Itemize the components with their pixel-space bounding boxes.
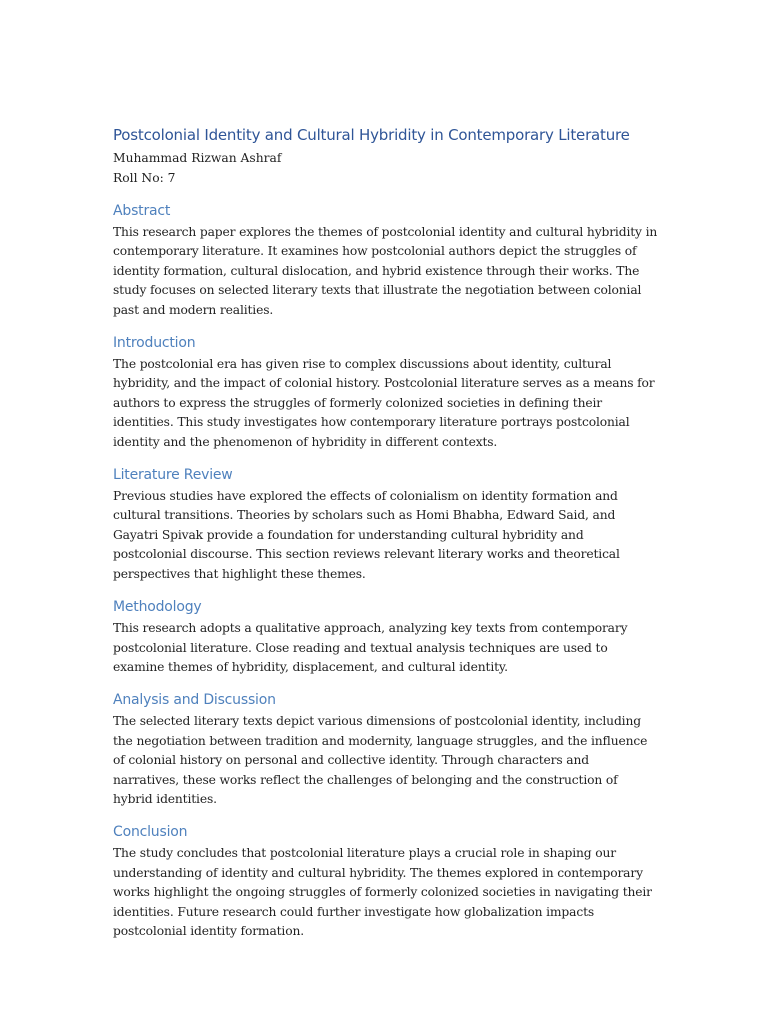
roll-number: Roll No: 7: [113, 170, 176, 185]
section-body: This research paper explores the themes of postcolonial identity and cultural hybridity in contemporary literature. It examines how postcolonial authors depict the struggles of identity formation, cultural dislocation, and hybrid existence through their works. The study focuses on selected literary texts that illustrate the negotiation between colonial past and modern realities.: [113, 225, 658, 317]
section-heading: Analysis and Discussion: [113, 692, 276, 709]
section-introduction: [113, 333, 658, 452]
author-name: Muhammad Rizwan Ashraf: [113, 151, 282, 165]
document-title: Postcolonial Identity and Cultural Hybridity in Contemporary Literature: [113, 126, 630, 144]
section-literature-review: [113, 465, 658, 584]
section-body: The study concludes that postcolonial literature plays a crucial role in shaping our understanding of identity and cultural hybridity. The themes explored in contemporary works highlight the ongoing struggles of formerly colonized societies in navigating their identities. Future research could further investigate how globalization impacts postcolonial identity formation.: [113, 846, 652, 938]
section-body: This research adopts a qualitative approach, analyzing key texts from contemporary postcolonial literature. Close reading and textual analysis techniques are used to examine themes of hybridity, displacement, and cultural identity.: [113, 621, 628, 674]
section-body: Previous studies have explored the effects of colonialism on identity formation and cultural transitions. Theories by scholars such as Homi Bhabha, Edward Said, and Gayatri Spivak provide a foundation for understanding cultural hybridity and postcolonial discourse. This section reviews relevant literary works and theoretical perspectives that highlight these themes.: [113, 489, 620, 581]
section-heading: Methodology: [113, 599, 202, 616]
section-conclusion: [113, 822, 658, 941]
section-heading: Conclusion: [113, 824, 188, 841]
section-body: The selected literary texts depict various dimensions of postcolonial identity, including the negotiation between tradition and modernity, language struggles, and the influence of colonial history on personal and collective identity. Through characters and narratives, these works reflect the challenges of belonging and the construction of hybrid identities.: [113, 714, 648, 806]
author-block: [113, 149, 658, 188]
section-methodology: [113, 597, 658, 677]
section-heading: Abstract: [113, 203, 171, 219]
section-body: The postcolonial era has given rise to complex discussions about identity, cultural hybridity, and the impact of colonial history. Postcolonial literature serves as a means for authors to express the struggles of formerly colonized societies in defining their identities. This study investigates how contemporary literature portrays postcolonial identity and the phenomenon of hybridity in different contexts.: [113, 357, 655, 449]
section-abstract: [113, 201, 658, 320]
section-heading: Introduction: [113, 335, 196, 352]
section-heading: Literature Review: [113, 467, 233, 484]
section-analysis-discussion: [113, 690, 658, 809]
document-page: [113, 124, 658, 941]
